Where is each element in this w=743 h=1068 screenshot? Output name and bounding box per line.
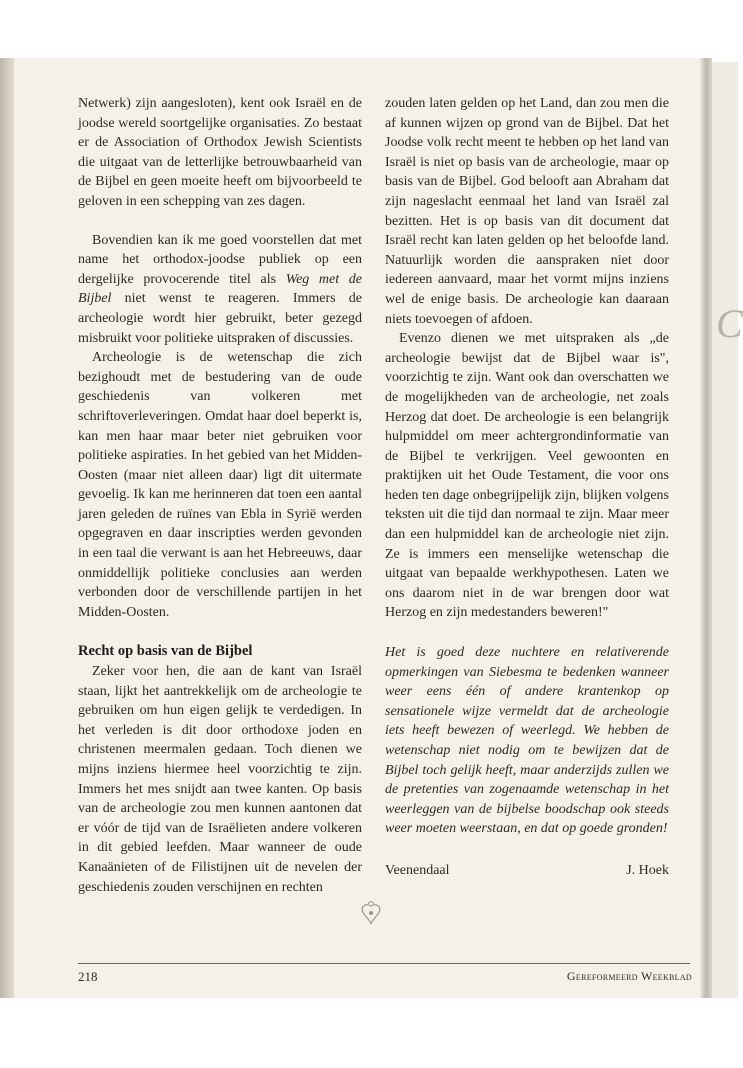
left-column	[78, 94, 362, 897]
editorial-note: Het is goed deze nuchtere en relativerende opmerkingen van Siebesma te bedenken wanneer weer eens één of andere krantenkop op sensationele wijze vermeldt dat de archeologie iets heeft bewezen of weerlegd. We hebben de wetenschap niet nodig om te bewijzen dat de Bijbel toch gelijk heeft, maar anderzijds zullen we de pretenties van zogenaamde wetenschap in het weerleggen van de bijbelse boodschap ook steeds weer moeten weerstaan, en dat op goede gronden!	[385, 645, 669, 837]
paragraph: Archeologie is de wetenschap die zich bezighoudt met de bestudering van de oude geschiedenis van volkeren met schriftoverleveringen. Omdat haar doel beperkt is, kan men haar maar beter niet gebruiken voor politieke aspiraties. In het gebied van het Midden-Oosten (maar niet alleen daar) ligt dit uitermate gevoelig. Ik kan me herinneren dat toen een aantal jaren geleden de ruïnes van Ebla in Syrië werden opgegraven en daar inscripties werden gevonden in een taal die verwant is aan het Hebreeuws, daar onmiddellijk politieke conclusies aan werden verbonden door de verschillende partijen in het Midden-Oosten.	[78, 350, 362, 620]
paragraph: Bovendien kan ik me goed voorstellen dat met name het orthodox-joodse publiek op een dergelijke provocerende titel als Weg met de Bijbel niet wenst te reageren. Immers de archeologie wordt hier gebruikt, beter gezegd misbruikt voor politieke uitspraken of discussies.	[78, 232, 362, 346]
signature-place: Veenendaal	[385, 862, 450, 878]
paragraph: Evenzo dienen we met uitspraken als „de archeologie bewijst dat de Bijbel waar is", voorzichtig te zijn. Want ook dan overschatten we de mogelijkheden van de archeologie, net zoals Herzog dat doet. De archeologie is een belangrijk hulpmiddel om meer achtergrondinformatie van de Bijbel te verkrijgen. Veel gewoonten en praktijken uit het Oude Testament, die voor ons heden ten dage onbegrijpelijk zijn, blijken volgens teksten uit die tijd dan normaal te zijn. Maar meer dan een hulpmiddel kan de archeologie niet zijn. Ze is immers een menselijke wetenschap die uitgaat van bepaalde werkhypothesen. Laten we ons daarom niet in de war brengen door wat Herzog en zijn medestanders beweren!"	[385, 331, 669, 621]
page-gutter-shadow	[700, 58, 712, 998]
section-heading: Recht op basis van de Bijbel	[78, 643, 253, 660]
next-page-edge	[712, 62, 738, 998]
paragraph: Zeker voor hen, die aan de kant van Israël staan, lijkt het aantrekkelijk om de archeologie te gebruiken om hun eigen gelijk te verdedigen. In het verleden is dit door orthodoxe joden en christenen meermalen gedaan. Toch dienen we mijns inziens hiermee heel voorzichtig te zijn. Immers het mes snijdt aan twee kanten. Op basis van de archeologie zou men kunnen aantonen dat er vóór de tijd van de Israëlieten andere volkeren in dit gebied leefden. Maar wanneer de oude Kanaänieten of de Filistijnen uit de nevelen der geschiedenis zouden verschijnen en rechten	[78, 664, 362, 895]
footer-divider	[78, 963, 690, 964]
right-column	[385, 94, 669, 881]
signature-author: J. Hoek	[626, 862, 669, 878]
next-page-partial-letter: C	[716, 301, 743, 346]
paragraph: Netwerk) zijn aangesloten), kent ook Israël en de joodse wereld soortgelijke organisaties. Zo bestaat er de Association of Orthodox Jewish Scientists die uitgaat van de letterlijke betrouwbaarheid van de Bijbel en geen moeite heeft om bijvoorbeeld te geloven in een schepping van zes dagen.	[78, 96, 362, 209]
paragraph: zouden laten gelden op het Land, dan zou men die af kunnen wijzen op grond van de Bijbel. Dat het Joodse volk recht meent te hebben op het land van Israël is niet op basis van de archeologie, maar op basis van de Bijbel. God belooft aan Abraham dat zijn nageslacht eenmaal het land van Israël zal bezitten. Het is op basis van dit document dat Israël recht kan laten gelden op het beloofde land. Natuurlijk worden die aanspraken niet door iedereen aanvaard, maar het vormt mijns inziens wel de enige basis. De archeologie kan daaraan niets toevoegen of afdoen.	[385, 96, 669, 327]
page-number: 218	[78, 969, 98, 984]
book-title: Weg met de Bijbel	[78, 271, 362, 307]
decorative-ornament-icon	[356, 900, 386, 928]
signature-line	[385, 861, 669, 881]
magazine-name: Gereformeerd Weekblad	[566, 969, 692, 983]
